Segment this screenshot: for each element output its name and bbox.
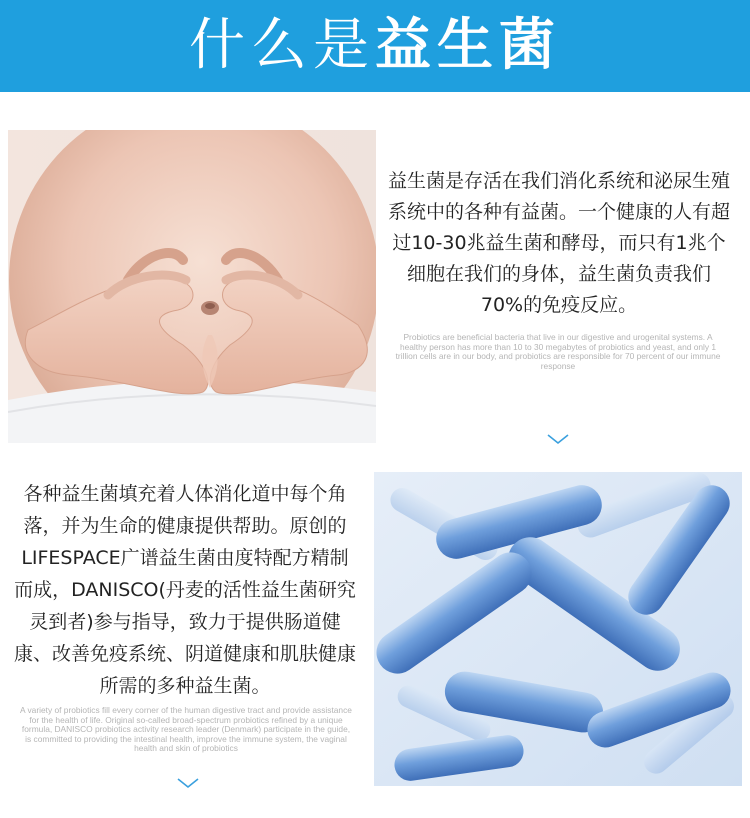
section1-chinese-text: 益生菌是存活在我们消化系统和泌尿生殖系统中的各种有益菌。一个健康的人有超过10-30兆益生菌和酵母，而只有1兆个细胞在我们的身体，益生菌负责我们70%的免疫反应。: [388, 170, 731, 316]
page-title-bold: 益生菌: [375, 13, 561, 78]
chevron-down-icon: [546, 432, 570, 446]
page-title-light: 什么是: [189, 13, 375, 78]
chevron-down-icon: [176, 776, 200, 790]
section2-english-text: A variety of probiotics fill every corner of the human digestive tract and provide assistance for the health of life. Original so-called broad-spectrum probiotics refined by a unique formula, DANISCO probiotics activity research leader (Denmark) participate in the guide, is committed to providing the intestinal health, improve the immune system, the vaginal health and skin of probiotics: [20, 705, 352, 754]
pregnant-belly-image: [8, 130, 376, 443]
header-banner: [0, 0, 750, 92]
section2-chinese-text: 各种益生菌填充着人体消化道中每个角落，并为生命的健康提供帮助。原创的LIFESPACE广谱益生菌由度特配方精制而成，DANISCO(丹麦的活性益生菌研究灵到者)参与指导，致力于提供肠道健康、改善免疫系统、阴道健康和肌肤健康所需的多种益生菌。: [14, 483, 357, 697]
page-title: [189, 13, 561, 78]
bacteria-image: [374, 472, 742, 786]
section1-english-text: Probiotics are beneficial bacteria that live in our digestive and urogenital systems. A healthy person has more than 10 to 30 megabytes of probiotics and yeast, and only 1 trillion cells are in our body, and probiotics are responsible for 70 percent of our immune response: [395, 332, 721, 371]
